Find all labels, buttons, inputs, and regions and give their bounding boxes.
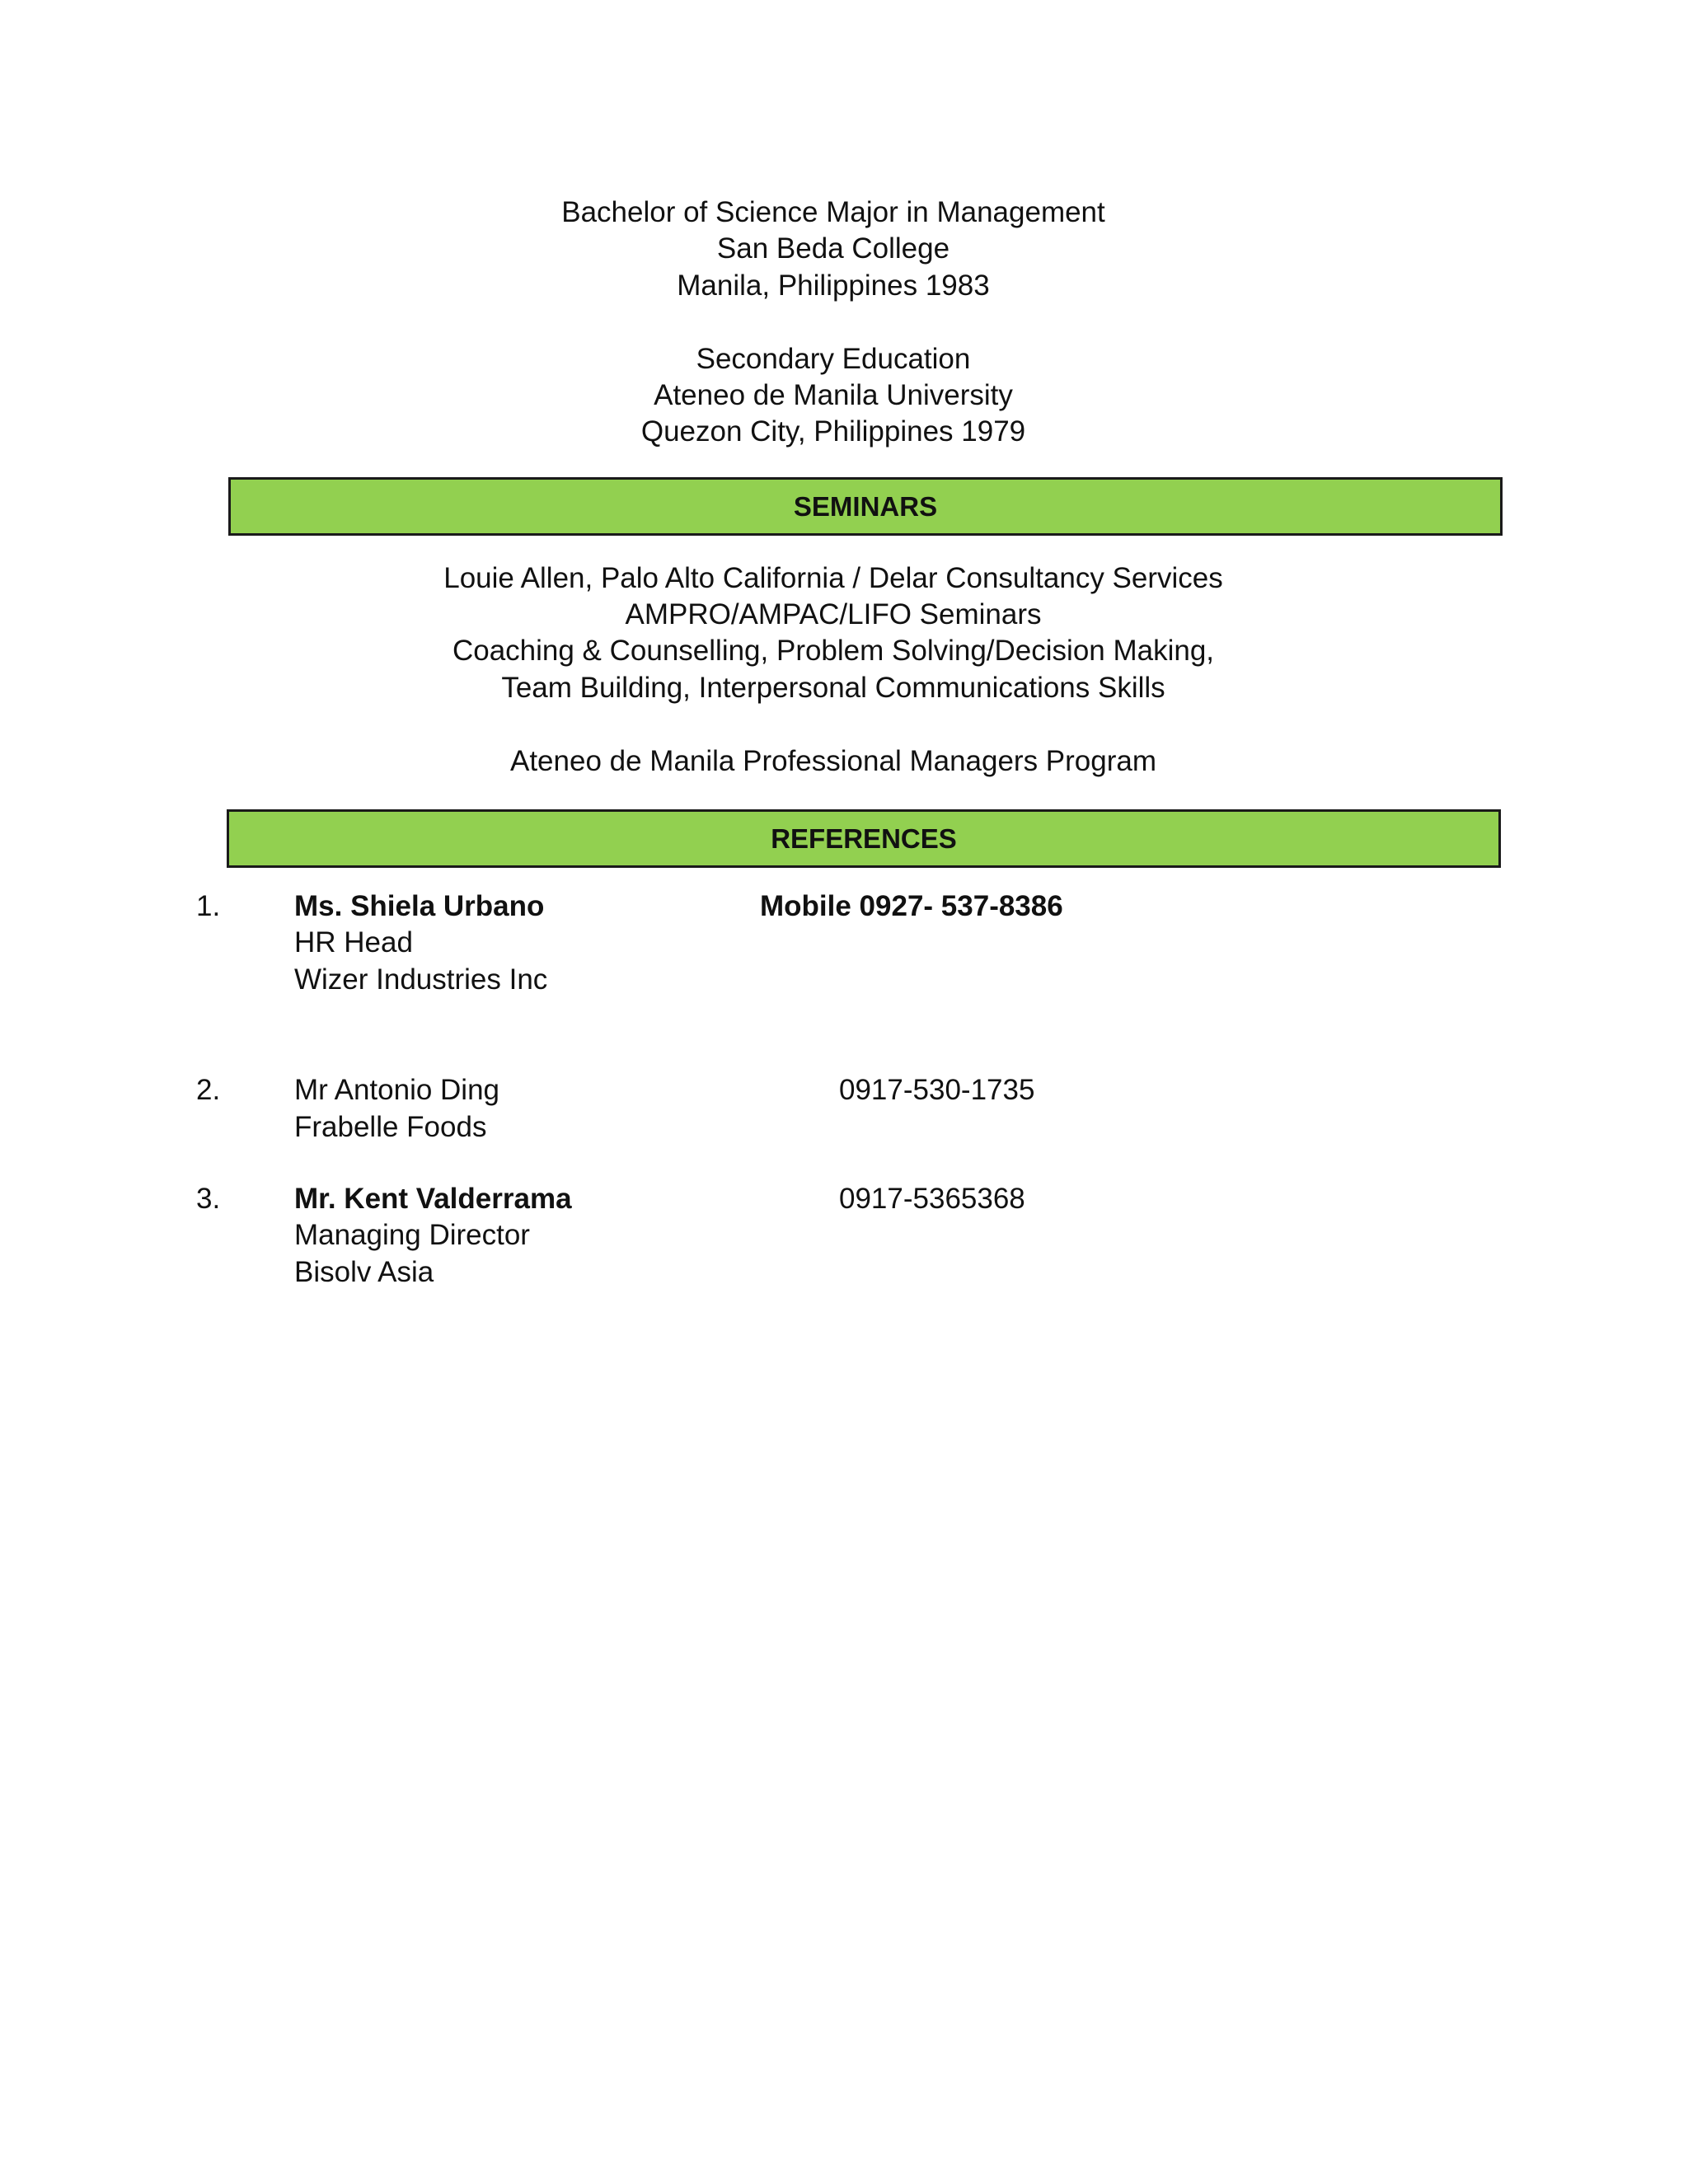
reference-number: 2. — [196, 1074, 221, 1106]
reference-name: Mr. Kent Valderrama — [294, 1183, 572, 1215]
reference-phone: Mobile 0927- 537-8386 — [760, 890, 1063, 922]
seminar-line: Ateneo de Manila Professional Managers Program — [509, 745, 1157, 777]
reference-detail: Managing Director — [294, 1219, 530, 1251]
reference-number: 1. — [196, 890, 221, 922]
secondary-school: Ateneo de Manila University — [654, 379, 1013, 411]
reference-detail: Bisolv Asia — [294, 1256, 434, 1288]
college-location-year: Manila, Philippines 1983 — [677, 269, 990, 302]
seminar-line: AMPRO/AMPAC/LIFO Seminars — [625, 598, 1042, 630]
seminar-line: Louie Allen, Palo Alto California / Delar Consultancy Services — [443, 562, 1223, 594]
reference-number: 3. — [196, 1183, 221, 1215]
reference-detail: Frabelle Foods — [294, 1111, 487, 1143]
reference-name: Ms. Shiela Urbano — [294, 890, 545, 922]
references-heading: REFERENCES — [227, 809, 1501, 868]
reference-detail: Wizer Industries Inc — [294, 963, 548, 996]
reference-detail: HR Head — [294, 926, 413, 958]
seminars-heading: SEMINARS — [228, 477, 1503, 536]
reference-phone: 0917-530-1735 — [839, 1074, 1035, 1106]
seminar-line: Coaching & Counselling, Problem Solving/Decision Making, — [452, 635, 1215, 667]
college-degree: Bachelor of Science Major in Management — [561, 196, 1105, 228]
college-school: San Beda College — [716, 232, 950, 265]
secondary-level: Secondary Education — [696, 343, 971, 375]
reference-phone: 0917-5365368 — [839, 1183, 1025, 1215]
seminar-line: Team Building, Interpersonal Communications Skills — [501, 672, 1165, 704]
reference-name: Mr Antonio Ding — [294, 1074, 500, 1106]
secondary-location-year: Quezon City, Philippines 1979 — [640, 415, 1026, 448]
